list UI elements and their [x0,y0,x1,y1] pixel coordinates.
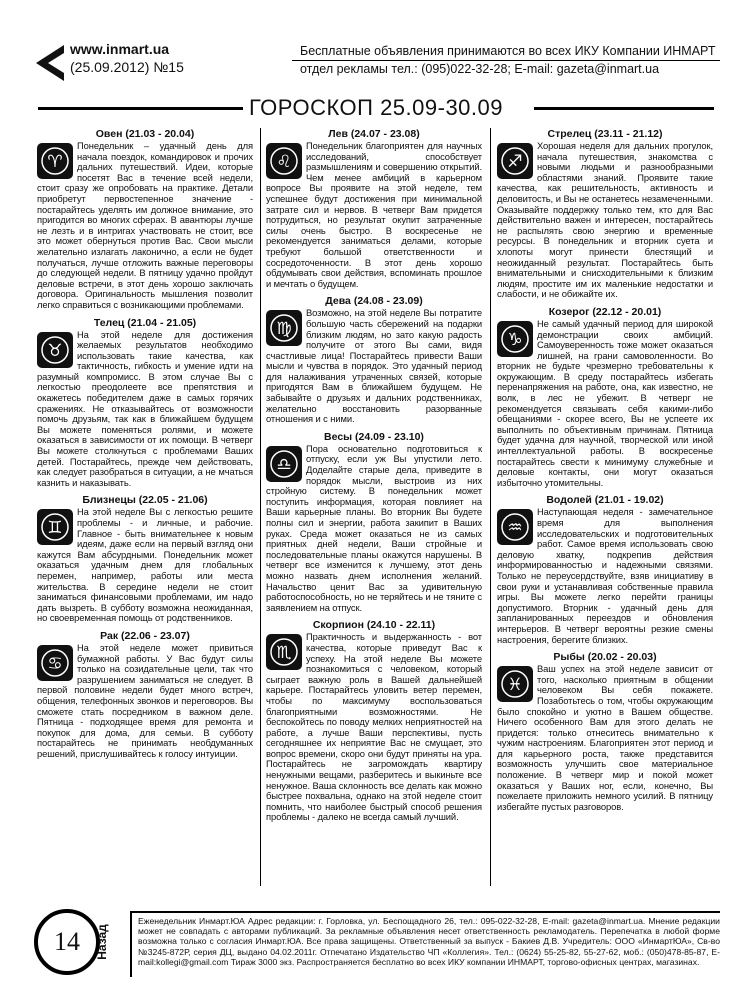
column-1 [37,128,253,765]
back-label[interactable]: Назад [94,924,109,960]
sign-forecast: Наступающая неделя - замечательное время для выполнения исследовательских и подготовительных работ. Самое время использовать свою деловую хватку, подкрепив действия информированностью и надежными связями. Только не переусердствуйте, взяв инициативу в свои руки и устанавливая собственные правила игры. Вы можете легко перейти границы допустимого. Вторник - удачный день для запланированных переездов и обновления интерьеров. В четверг вероятны резкие смены настроения, берегите близких. [497,506,713,645]
sagittarius-icon [497,143,533,179]
horoscope-entry [266,128,482,289]
svg-text:♌: ♌ [276,152,292,172]
sign-title: Дева (24.08 - 23.09) [325,295,423,308]
sign-forecast: На этой неделе для достижения желаемых результатов необходимо использовать такие качества, как тактичность, гибкость и умение идти на разумный компромисс. В этом случае Вы с легкостью преодолеете все препятствия и окажетесь победителем даже в самых горячих сражениях. Не отказывайтесь от возможности помочь друзьям, так как в ближайшем будущем Вы можете поменяться ролями, и можете оказаться в зависимости от их помощи. В четверг Вы можете столкнуться с проблемами Ваших детей. Постарайтесь, прежде чем действовать, как следует разобраться в ситуации, а не мчаться казнить и наказывать. [37,328,253,488]
horoscope-entry [37,128,253,311]
issue-date: (25.09.2012) №15 [70,59,184,75]
gemini-icon [37,509,73,545]
sign-title: Рак (22.06 - 23.07) [100,629,190,642]
sign-title: Стрелец (23.11 - 21.12) [547,128,663,140]
sign-title: Телец (21.04 - 21.05) [93,316,197,329]
svg-text:♓: ♓ [507,675,523,696]
horoscope-entry [266,431,482,614]
arrow-left-icon[interactable] [30,43,66,83]
column-divider [260,128,261,886]
svg-text:♉: ♉ [47,340,63,361]
sign-title: Рыбы (20.02 - 20.03) [553,651,657,664]
sign-forecast: Практичность и выдержанность - вот качества, которые приведут Вас к успеху. На этой неделе Вы можете познакомиться с человеком, который сыграет важную роль в Вашей дальнейшей карьере. Постарайтесь уловить ветер перемен, чтобы по максимуму воспользоваться благоприятными возможностями. Не беспокойтесь по поводу мелких неприятностей на работе, а лучше Ваши перспективы, пусть сегодняшнее их неприятие Вас не смущает, это вопрос времени, скоро они будут приняты на ура. Постарайтесь не загромождать квартиру ненужными вещами, разберитесь и выкиньте все ненужное. Ваша склонность все делать как можно быстрее похвальна, однако на этой неделе стоит помнить, что наиболее быстрый способ решения проблемы - далеко не всегда самый лучший. [266,631,482,823]
capricorn-icon [497,321,533,357]
svg-text:♋: ♋ [47,653,63,674]
horoscope-entry [497,651,713,812]
header-info [300,42,720,78]
horoscope-entry [497,494,713,645]
svg-text:♐: ♐ [507,152,523,172]
horoscope-entry [37,317,253,489]
sign-title: Водолей (21.01 - 19.02) [546,494,664,507]
svg-text:♎: ♎ [276,454,292,475]
svg-text:♒: ♒ [507,518,523,539]
page-header [30,40,720,92]
header-ads-line: Бесплатные объявления принимаются во всех ИКУ Компании ИНМАРТ [300,44,716,58]
page-footer [30,905,720,980]
svg-text:♑: ♑ [507,329,523,350]
aquarius-icon [497,509,533,545]
horoscope-entry [37,494,253,624]
libra-icon [266,446,302,482]
svg-text:♈: ♈ [47,152,63,172]
svg-text:♏: ♏ [276,643,292,664]
sign-forecast: Хорошая неделя для дальних прогулок, начала путешествия, знакомства с новыми людьми и разнообразными областями знаний. Проявите такие качества, как решительность, активность и деловитость, и Вы не останетесь незамеченными. Оказывайте поддержку только тем, кто для Вас действительно важен и интересен, постарайтесь не распылять свою энергию и временные ресурсы. В понедельник и вторник суета и хлопоты могут принести блестящий и неожиданный результат. Постарайтесь быть внимательными и снисходительными к близким людям, простите им их маленькие недостатки и слабости, и не обижайте их. [497,140,713,300]
sign-forecast: На этой неделе может привиться бумажной работы. У Вас будут силы только на созидательные цели, так что разрушением заниматься не следует. В первой половине недели будет много встреч, общения, телефонных звонков и переговоров. Вы сможете стать посредником в важном деле. Пятница - подходящее время для ремонта и покупок для дома, для семьи. В субботу постарайтесь не принимать необдуманных решений, прислушивайтесь к голосу интуиции. [37,641,253,759]
scorpio-icon [266,634,302,670]
sign-forecast: Не самый удачный период для широкой демонстрации своих амбиций. Самоуверенность тоже может оказаться лишней, на грани самоволенности. Во вторник не будьте чрезмерно требовательны к окружающим. В среду постарайтесь избегать перенапряжения на работе, она, как известно, не волк, в лес не убежит. В четверг не рекомендуется связывать себя какими-либо обещаниями - скорее всего, Вы не успеете их выполнить по объективным причинам. Пятница будет удачна для научной, творческой или иной интеллектуальной работы. В воскресенье постарайтесь свести к минимуму служебные и деловые контакты, они могут оказаться избыточно утомительны. [497,317,713,488]
horoscope-entry [266,295,482,425]
page-title: ГОРОСКОП 25.09-30.09 [38,93,714,123]
sign-title: Весы (24.09 - 23.10) [324,430,424,443]
masthead [30,40,310,88]
page-number: 14 [34,909,100,975]
sign-title: Козерог (22.12 - 20.01) [548,305,662,318]
horoscope-entry [497,306,713,489]
column-2 [266,128,482,829]
leo-icon [266,143,302,179]
svg-text:♊: ♊ [47,518,63,539]
sign-forecast: На этой неделе Вы с легкостью решите проблемы - и личные, и рабочие. Главное - быть внимательнее к новым идеям, даже если на первый взгляд они кажутся Вам абсурдными. Понедельник может оказаться удачным днем для глобальных перемен, например, работы или места жительства. В середине недели не стоит заниматься финансовыми проблемами, им надо дать вызреть. В субботу возможна неожиданная, но своевременная помощь от родственников. [37,506,253,624]
horoscope-entry [37,630,253,760]
cancer-icon [37,645,73,681]
horoscope-entry [266,619,482,823]
aries-icon [37,143,73,179]
horoscope-entry [497,128,713,300]
sign-title: Лев (24.07 - 23.08) [328,128,420,140]
sign-forecast: Ваш успех на этой неделе зависит от того, насколько приятным в общении человеком Вы себя покажете. Позаботьтесь о том, чтобы окружающим было спокойно и уютно в Вашем обществе. Ничего особенного Вам для этого делать не придется: только отнеситесь внимательно к чужим настроениям. Благоприятен этот период и для карьерного роста, также представится возможность улучшить свое материальное положение. В четверг мир и покой может оказаться у Ваших ног, если, конечно, Вы пожелаете приложить немного усилий. В пятницу избегайте пустых разговоров. [497,663,713,812]
header-contact-line: отдел рекламы тел.: (095)022-32-28; E-mail: gazeta@inmart.ua [300,62,660,76]
virgo-icon [266,310,302,346]
sign-title: Близнецы (22.05 - 21.06) [82,494,208,507]
column-3 [497,128,713,818]
sign-title: Скорпион (24.10 - 22.11) [312,619,436,632]
sign-title: Овен (21.03 - 20.04) [95,128,195,140]
pisces-icon [497,666,533,702]
back-button[interactable] [94,911,126,975]
sign-forecast: Пора основательно подготовиться к отпуску, если уж Вы упустили лето. Доделайте старые дела, приведите в порядок мысли, выстроив из них стройную систему. В понедельник может поступить информация, которая повлияет на Ваши карьерные планы. Во вторник Вы будете полны сил и энергии, работа закипит в Ваших руках. Среда может оказаться не из самых приятных дней недели, Ваши стройные и последовательные планы окажутся нарушены. В четверг все изменится к лучшему, этот день можно назвать днем исполнения желаний. Начальство ценит Вас за удивительную работоспособность, но не теряйтесь и не тяните с заявлением на отпуск. [266,442,482,613]
imprint-text: Еженедельник Инмарт.ЮА Адрес редакции: г. Горловка, ул. Беспощадного 26, тел.: 095-022-32-28, E-mail: gazeta@inmart.ua. Мнение редакции может не совпадать с авторами публикаций. За рекламные объявления несет ответственность рекламодатель. Перепечатка в любой форме возможна только с согласия Инмарт.ЮА. Все права защищены. Ответственный за выпуск - Бакиев Д.В. Учредитель: ООО «ИнмартЮА», Св-во №3245-872Р, серия ДЦ, выдано 04.02.2011г. Отпечатано Издательство ЧП «Коллегия». Тел.: (0624) 55-25-82, 55-27-62, моб.: (050)478-85-87, E-mail:kollegi@gmail.com Тираж 3000 экз. Распространяется бесплатно во всех ИКУ компании ИНМАРТ, торгово-офисных центрах, магазинах. [138,916,720,967]
sign-forecast: Понедельник – удачный день для начала поездок, командировок и прочих дальних путешествий. Идеи, которые посетят Вас в течение всей недели, стоит сразу же опробовать на практике. Детали приобретут первостепенное значение - постарайтесь уделять им должное внимание, это пригодится во многих сферах. В авантюры лучше не лезть и в интригах участвовать не стоит, все это может обернуться против Вас. Свои мысли желательно излагать лаконично, а если не будет получаться, лучше отложить важные переговоры до следующей недели. В пятницу удачно пройдут деловые встречи, в этот день хорошо заключать договора. Оригинальность мышления позволит легко справиться с возникающими проблемами. [37,140,253,310]
imprint-box [130,911,720,977]
sign-forecast: Понедельник благоприятен для научных исследований, способствует размышлениям и совершению открытий. Чем менее амбиций в карьерном вопросе Вы проявите на этой неделе, тем успешнее будут достижения при минимальной затрате сил и нервов. В четверг Вам придется потрудиться, но результат окупит затраченные силы очень быстро. В воскресенье не рекомендуется заниматься делами, которые требуют большой ответственности и сосредоточенности. В этот день хорошо обдумывать свои действия, вспоминать прошлое и мечтать о будущем. [266,140,482,289]
site-url[interactable]: www.inmart.ua [70,41,170,57]
svg-text:♍: ♍ [276,319,292,340]
taurus-icon [37,332,73,368]
column-divider [490,128,491,886]
sign-forecast: Возможно, на этой неделе Вы потратите большую часть сбережений на подарки близким людям, но зато какую радость получите от этого Вы сами, видя счастливые лица! Постарайтесь привести Ваши мысли и чувства в порядок. Это удачный период для налаживания утраченных связей, которые пригодятся Вам в ближайшем будущем. Не забывайте о друзьях и дальних родственниках, желательно восстановить разорванные отношения и с ними. [266,307,482,425]
section-title-bar [38,93,714,123]
